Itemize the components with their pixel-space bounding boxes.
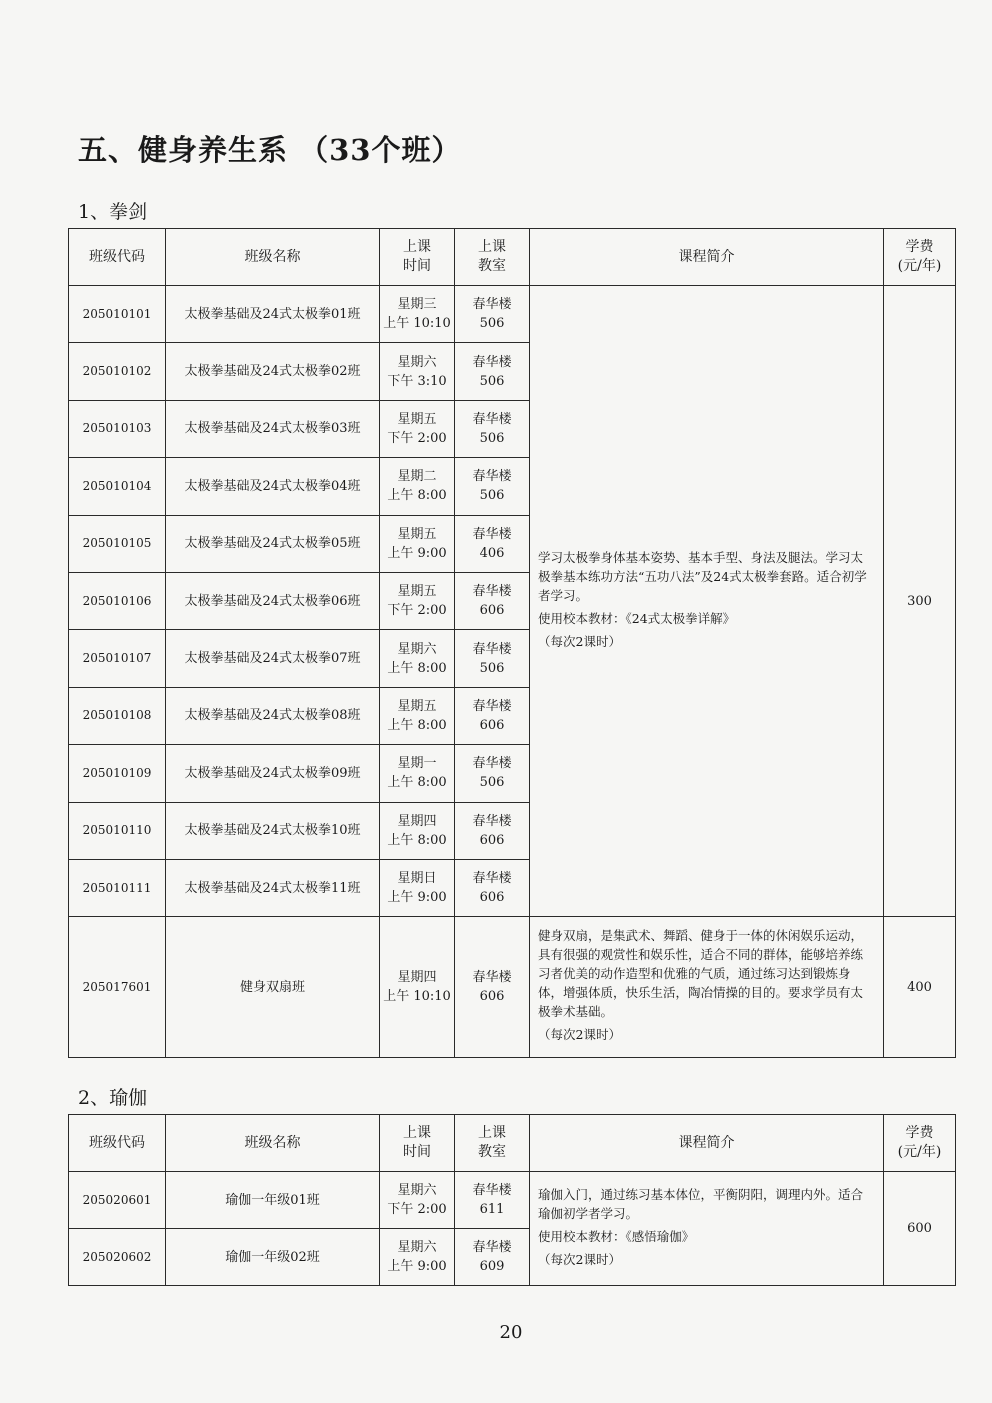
- class-room: [455, 1172, 530, 1229]
- line: 春华楼: [472, 584, 512, 600]
- class-time: [380, 745, 455, 802]
- intro-paragraph: 学习太极拳身体基本姿势、基本手型、身法及腿法。学习太极拳基本练功方法“五功八法”及24式太极拳套路。适合初学者学习。: [538, 549, 867, 603]
- class-code: 205010106: [69, 572, 166, 629]
- line: 春华楼: [472, 411, 512, 427]
- table-yoga: [68, 1114, 956, 1286]
- header-name: 班级名称: [166, 1115, 380, 1172]
- class-code: 205010103: [69, 400, 166, 457]
- class-code: 205010101: [69, 286, 166, 343]
- line: 609: [479, 1259, 505, 1274]
- header-code: 班级代码: [69, 229, 166, 286]
- table-header-row: [69, 229, 956, 286]
- line: 506: [479, 660, 505, 676]
- class-code: 205010102: [69, 343, 166, 400]
- line: 星期四: [397, 970, 437, 986]
- class-room: [455, 343, 530, 400]
- line: 春华楼: [472, 698, 512, 714]
- line: 506: [479, 373, 505, 389]
- class-code: 205010108: [69, 687, 166, 744]
- line: 春华楼: [472, 1183, 512, 1198]
- line: 下午 2:00: [387, 430, 447, 446]
- header-time: 上课 时间: [380, 1115, 455, 1172]
- class-code: 205010110: [69, 802, 166, 859]
- line: 下午 3:10: [387, 373, 447, 389]
- tuition-fee: 400: [884, 917, 956, 1058]
- table-header-row: [69, 1115, 956, 1172]
- class-name: 太极拳基础及24式太极拳03班: [166, 400, 380, 457]
- course-intro: [530, 286, 884, 917]
- section-heading-quanjian: 1、拳剑: [78, 201, 148, 223]
- line: 星期二: [397, 469, 437, 485]
- class-time: [380, 1172, 455, 1229]
- class-room: [455, 1229, 530, 1286]
- line: 星期五: [397, 698, 437, 714]
- line: 606: [479, 832, 505, 848]
- intro-paragraph: （每次2课时）: [538, 1027, 621, 1043]
- line: 春华楼: [472, 469, 512, 485]
- page-title: 五、健身养生系 （33个班）: [78, 133, 462, 167]
- line: 星期一: [397, 756, 437, 772]
- line: 星期四: [397, 813, 437, 829]
- table-row: [69, 1172, 956, 1229]
- class-time: [380, 572, 455, 629]
- line: 春华楼: [472, 813, 512, 829]
- class-code: 205017601: [69, 917, 166, 1058]
- header-fee: 学费 (元/年): [884, 229, 956, 286]
- intro-paragraph: 健身双扇，是集武术、舞蹈、健身于一体的休闲娱乐运动，具有很强的观赏性和娱乐性，适合不同的群体，能够培养练习者优美的动作造型和优雅的气质，通过练习达到锻炼身体，增强体质，快乐生活，陶冶情操的目的。要求学员有太极拳术基础。: [538, 928, 864, 1020]
- line: 606: [479, 989, 505, 1005]
- line: 506: [479, 316, 505, 332]
- line: 星期三: [397, 297, 437, 313]
- table-row: [69, 286, 956, 343]
- line: 春华楼: [472, 871, 512, 887]
- class-room: [455, 515, 530, 572]
- class-name: 太极拳基础及24式太极拳08班: [166, 687, 380, 744]
- line: 506: [479, 430, 505, 446]
- line: 星期五: [397, 411, 437, 427]
- line: 606: [479, 890, 505, 906]
- class-name: 太极拳基础及24式太极拳06班: [166, 572, 380, 629]
- line: 606: [479, 603, 505, 619]
- line: 506: [479, 775, 505, 791]
- section-heading-yoga: 2、瑜伽: [78, 1087, 148, 1109]
- course-intro: [530, 917, 884, 1058]
- class-room: [455, 572, 530, 629]
- class-room: [455, 917, 530, 1058]
- header-intro: 课程简介: [530, 1115, 884, 1172]
- class-code: 205020602: [69, 1229, 166, 1286]
- class-time: [380, 458, 455, 515]
- line: 春华楼: [472, 1240, 512, 1255]
- class-name: 太极拳基础及24式太极拳07班: [166, 630, 380, 687]
- line: 611: [479, 1202, 505, 1217]
- class-code: 205020601: [69, 1172, 166, 1229]
- class-time: [380, 515, 455, 572]
- class-room: [455, 400, 530, 457]
- class-name: 太极拳基础及24式太极拳05班: [166, 515, 380, 572]
- line: 春华楼: [472, 641, 512, 657]
- tuition-fee: 300: [884, 286, 956, 917]
- class-time: [380, 630, 455, 687]
- header-code: 班级代码: [69, 1115, 166, 1172]
- class-time: [380, 286, 455, 343]
- page-number: 20: [499, 1322, 523, 1343]
- line: 606: [479, 717, 505, 733]
- class-name: 太极拳基础及24式太极拳02班: [166, 343, 380, 400]
- header-name: 班级名称: [166, 229, 380, 286]
- class-name: 太极拳基础及24式太极拳01班: [166, 286, 380, 343]
- header-room: 上课 教室: [455, 229, 530, 286]
- line: 春华楼: [472, 354, 512, 370]
- header-time: 上课 时间: [380, 229, 455, 286]
- header-fee: 学费 (元/年): [884, 1115, 956, 1172]
- class-room: [455, 802, 530, 859]
- class-name: 健身双扇班: [166, 917, 380, 1058]
- class-time: [380, 400, 455, 457]
- line: 上午 10:10: [383, 989, 451, 1005]
- class-name: 瑜伽一年级01班: [166, 1172, 380, 1229]
- intro-paragraph: （每次2课时）: [538, 633, 621, 649]
- class-name: 太极拳基础及24式太极拳04班: [166, 458, 380, 515]
- class-room: [455, 286, 530, 343]
- table-row: [69, 917, 956, 1058]
- class-time: [380, 1229, 455, 1286]
- line: 星期六: [397, 1183, 437, 1198]
- line: 春华楼: [472, 297, 512, 313]
- line: 506: [479, 488, 505, 504]
- line: 星期五: [397, 584, 437, 600]
- line: 春华楼: [472, 756, 512, 772]
- line: 星期六: [397, 641, 437, 657]
- class-code: 205010111: [69, 859, 166, 916]
- line: 上午 9:00: [387, 1259, 447, 1274]
- header-intro: 课程简介: [530, 229, 884, 286]
- class-room: [455, 630, 530, 687]
- line: 星期日: [397, 871, 437, 887]
- class-time: [380, 917, 455, 1058]
- class-room: [455, 745, 530, 802]
- class-code: 205010104: [69, 458, 166, 515]
- line: 上午 8:00: [387, 488, 447, 504]
- class-name: 太极拳基础及24式太极拳10班: [166, 802, 380, 859]
- line: 下午 2:00: [387, 603, 447, 619]
- intro-paragraph: （每次2课时）: [538, 1251, 621, 1267]
- line: 上午 9:00: [387, 890, 447, 906]
- class-code: 205010107: [69, 630, 166, 687]
- line: 星期六: [397, 1240, 437, 1255]
- line: 上午 10:10: [383, 316, 451, 332]
- line: 上午 9:00: [387, 545, 447, 561]
- class-time: [380, 687, 455, 744]
- class-room: [455, 687, 530, 744]
- class-time: [380, 343, 455, 400]
- class-name: 太极拳基础及24式太极拳09班: [166, 745, 380, 802]
- class-time: [380, 859, 455, 916]
- intro-paragraph: 使用校本教材：《24式太极拳详解》: [538, 610, 736, 626]
- class-name: 瑜伽一年级02班: [166, 1229, 380, 1286]
- intro-paragraph: 使用校本教材：《感悟瑜伽》: [538, 1228, 695, 1244]
- line: 春华楼: [472, 526, 512, 542]
- class-room: [455, 458, 530, 515]
- line: 上午 8:00: [387, 717, 447, 733]
- intro-paragraph: 瑜伽入门，通过练习基本体位，平衡阴阳，调理内外。适合瑜伽初学者学习。: [538, 1186, 864, 1221]
- line: 星期五: [397, 526, 437, 542]
- tuition-fee: 600: [884, 1172, 956, 1286]
- line: 下午 2:00: [387, 1202, 447, 1217]
- table-quanjian: [68, 228, 956, 1058]
- course-intro: [530, 1172, 884, 1286]
- line: 上午 8:00: [387, 660, 447, 676]
- line: 春华楼: [472, 970, 512, 986]
- line: 上午 8:00: [387, 832, 447, 848]
- line: 星期六: [397, 354, 437, 370]
- class-code: 205010105: [69, 515, 166, 572]
- header-room: 上课 教室: [455, 1115, 530, 1172]
- class-room: [455, 859, 530, 916]
- class-name: 太极拳基础及24式太极拳11班: [166, 859, 380, 916]
- class-time: [380, 802, 455, 859]
- class-code: 205010109: [69, 745, 166, 802]
- line: 上午 8:00: [387, 775, 447, 791]
- line: 406: [479, 545, 505, 561]
